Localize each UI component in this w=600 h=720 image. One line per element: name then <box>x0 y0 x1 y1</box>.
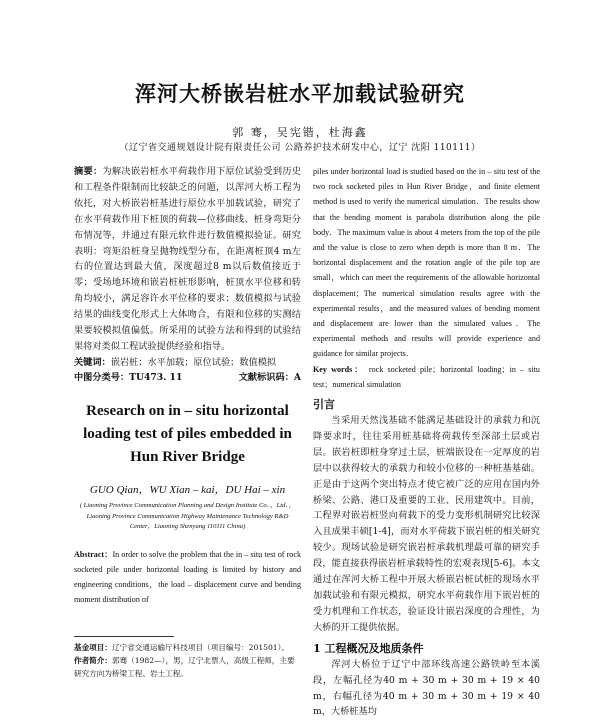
abstract-zh-text: 为解决嵌岩桩水平荷载作用下原位试验受到历史和工程条件限制而比较缺乏的问题，以浑河大桥工程为依托，对大桥嵌岩桩基进行原位水平加载试验，研究了在水平荷载作用下桩顶的荷载—位移曲线、桩身弯矩分布情况等，并通过有限元软件进行数值模拟验证。研究表明：弯矩沿桩身呈抛物线型分布，在距离桩顶4 m左右的位置达到最大值，深度超过8 m以后数值接近于零；受场地环境和嵌岩桩桩形影响，桩顶水平位移和转角均较小，满足容许水平位移的要求；数值模拟与试验结果的曲线变化形式上大体吻合，有限和位移的实测结果要较模拟值偏低。所采用的试验方法和得到的试验结果将对类似工程试验提供经验和指导。 <box>74 166 301 352</box>
doc-code <box>239 370 301 386</box>
right-column <box>313 164 540 720</box>
author-bio-line <box>74 654 301 680</box>
clc-label: 中图分类号： <box>74 372 130 384</box>
author-bio-label: 作者简介： <box>74 656 112 665</box>
intro-text: 当采用天然浅基础不能满足基础设计的承载力和沉降要求时，往往采用桩基础将荷载传至深部土层或岩层。嵌岩桩即桩身穿过土层，桩端嵌设在一定厚度的岩层中以获得较大的承载力和较小位移的一种桩基基础。正是由于这两个突出特点才使它被广泛的应用在国内外桥梁、公路、港口及重要的工业、民用建筑中。目前，工程界对嵌岩桩竖向荷载下的受力变形机制研究比较深入且成果丰硕[1-4]，而对水平荷载下嵌岩桩的相关研究较少。现场试验是研究嵌岩桩承载机理最可靠的研究手段，能直接获得嵌岩桩承载特性的宏观表现[5-6]。本文通过在浑河大桥工程中开展大桥嵌岩桩试桩的现场水平加载试验和有限元模拟，研究水平荷载作用下嵌岩桩的受力机理和工作状态，验证设计嵌岩深度的合理性，为大桥的开工提供依据。 <box>313 415 540 633</box>
english-title: Research on in – situ horizontal loading test of piles embedded in Hun River Bridge <box>83 403 292 466</box>
keywords-zh <box>74 355 301 371</box>
english-authors: GUO Qian，WU Xian – kai，DU Hai – xin <box>89 484 286 497</box>
abstract-en-label: Abstract： <box>74 549 113 559</box>
author-bio-text: 郭骞（1982—），男，辽宁北票人，高级工程师，主要研究方向为桥梁工程、岩土工程。 <box>74 656 295 678</box>
clc-value: TU473. 11 <box>129 372 183 384</box>
section1-text: 浑河大桥位于辽宁中部环线高速公路铁岭至本溪段，左幅孔径为40 m + 30 m + 30 m + 19 × 40 m，右幅孔径为40 m + 30 m + 30 m + 19 × 40 m，大桥桩基均 <box>313 658 540 718</box>
abstract-en-left <box>74 547 301 608</box>
fund-label: 基金项目： <box>74 643 112 652</box>
doc-label: 文献标识码： <box>238 372 294 384</box>
keywords-en <box>313 362 540 392</box>
english-affiliation: ( Liaoning Province Communication Planning and Design Institute Co．，Ltd．，Liaoning Province Communication Highway Maintenance Technology R&D Center，Liaoning Shenyang 110111 China) <box>79 502 296 531</box>
keywords-zh-text: 嵌岩桩；水平加载；原位试验；数值模拟 <box>110 356 277 368</box>
classification-line <box>74 370 301 386</box>
footnote <box>74 641 301 680</box>
doc-value: A <box>293 372 301 384</box>
intro-heading: 引言 <box>313 398 335 412</box>
fund-line <box>74 641 301 654</box>
footnote-rule <box>74 636 174 637</box>
abstract-en-right: piles under horizontal load is studied based on the in – situ test of the two rock socketed piles in Hun River Bridge，and finite element method is used to verify the numerical simulation．The results show that the bending moment is parabola distribution along the pile body．The maximum value is about 4 meters from the top of the pile and the value is close to zero when depth is more than 8 m．The horizontal displacement and the rotation angle of the pile top are small，which can meet the requirements of the allowable horizontal displacement；The numerical simulation results agree with the experimental results，and the measured values of bending moment and displacement are lower than the simulated values．The experimental methods and results will provide experience and guidance for similar projects． <box>313 167 540 359</box>
paper-title: 浑河大桥嵌岩桩水平加载试验研究 <box>135 82 465 106</box>
fund-text: 辽宁省交通运输厅科技项目（项目编号：201501）。 <box>111 643 290 652</box>
abstract-en-left-text: In order to solve the problem that the in – situ test of rock socketed pile under horizontal loading is limited by history and engineering conditions，the load – displacement curve and bending moment distribution of <box>74 549 301 605</box>
clc-code <box>74 370 182 386</box>
abstract-zh <box>74 164 301 355</box>
keywords-en-text: rock socketed pile；horizontal loading；in – situ test；numerical simulation <box>313 364 540 389</box>
authors-zh: 郭 骞，吴宪锴，杜海鑫 <box>232 126 368 139</box>
keywords-zh-label: 关键词： <box>74 356 111 368</box>
abstract-zh-label: 摘要： <box>74 166 103 177</box>
affiliation-zh: （辽宁省交通规划设计院有限责任公司 公路养护技术研发中心，辽宁 沈阳 110111） <box>119 143 481 153</box>
keywords-en-label: Key words： <box>313 364 365 374</box>
section1-heading: 1 工程概况及地质条件 <box>313 641 424 655</box>
left-column <box>74 164 301 607</box>
